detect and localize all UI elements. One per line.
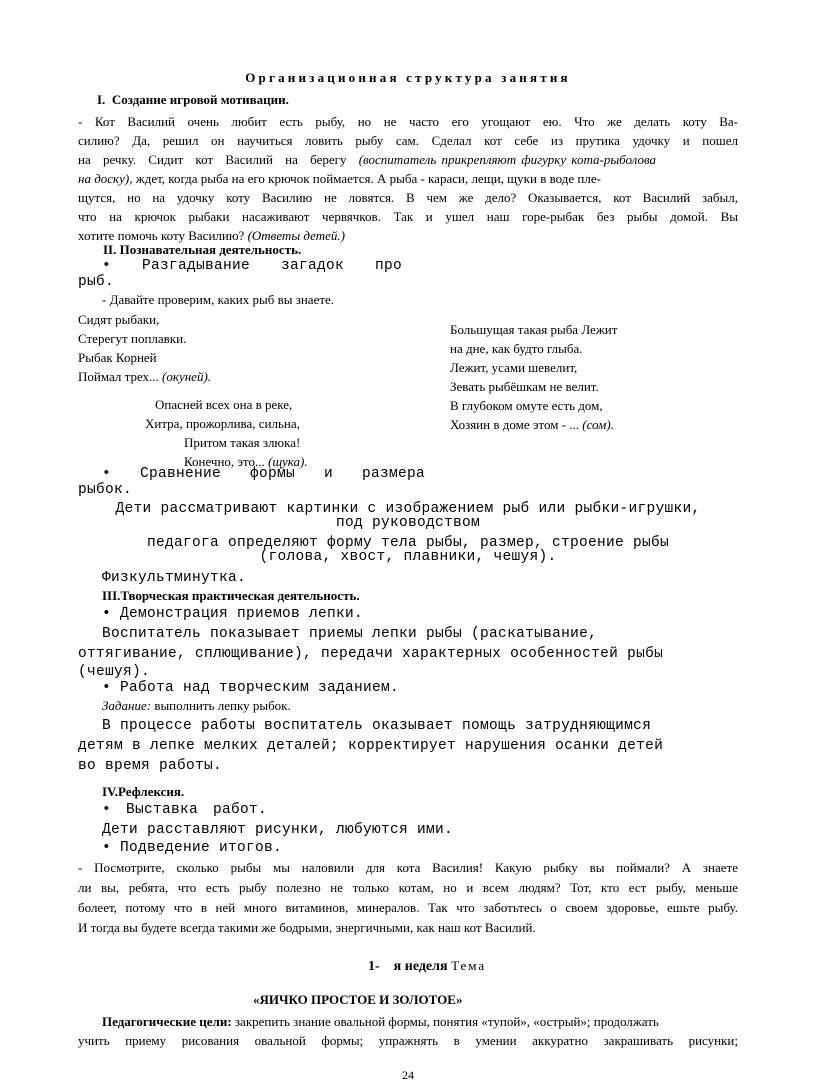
bullet-compare: • Сравнение формы и размера: [102, 466, 426, 482]
section-4-number: IV.: [102, 784, 119, 799]
riddles-intro: - Давайте проверим, каких рыб вы знаете.: [102, 292, 335, 307]
bullet-task: • Работа над творческим заданием.: [102, 680, 400, 696]
story-text: на речку. Сидит кот Василий на берегу: [78, 152, 347, 167]
bullet-riddles: • Разгадывание загадок про: [102, 258, 403, 274]
compare-text: (голова, хвост, плавники, чешуя).: [259, 549, 557, 565]
riddle-answer: (сом).: [582, 417, 614, 432]
story-line: [78, 171, 738, 187]
section-3-label: Творческая практическая деятельность.: [120, 588, 360, 603]
goals-line: [102, 1014, 659, 1030]
section-1-label: Создание игровой мотивации.: [111, 92, 289, 107]
closing-line: - Посмотрите, сколько рыбы мы наловили для кота Василия! Какую рыбку вы поймали? А знаете: [78, 860, 738, 875]
story-line: - Кот Василий очень любит есть рыбу, но не часто его угощают ею. Что же делать коту Ва-: [78, 114, 738, 129]
closing-line: ли вы, ребята, что есть рыбу полезно не только котам, но и всем людям? Тот, кто ест рыбу, меньше: [78, 880, 738, 895]
compare-text: под руководством: [335, 515, 481, 531]
bullet-riddles-cont: рыб.: [78, 274, 115, 290]
help-text: В процессе работы воспитатель оказывает помощь затрудняющимся: [102, 718, 652, 734]
task-label: Задание:: [102, 698, 152, 713]
page-number: 24: [402, 1068, 414, 1082]
compare-text: Дети рассматривают картинки с изображением рыб или рыбки-игрушки,: [115, 501, 701, 517]
riddle-line: Притом такая злюка!: [184, 435, 301, 450]
goals-text: закрепить знание овальной формы, понятия «тупой», «острый»; продолжать: [234, 1014, 659, 1029]
riddle-text: Конечно, это...: [184, 454, 265, 469]
week-label: я неделя: [393, 959, 448, 974]
story-note-cont: на доску),: [78, 171, 133, 186]
riddle-line: Сидят рыбаки,: [78, 312, 160, 327]
riddle-line: Зевать рыбёшкам не велит.: [450, 379, 599, 394]
demo-text: (чешуя).: [78, 664, 151, 680]
riddle-line: В глубоком омуте есть дом,: [450, 398, 603, 413]
section-4-title: [102, 784, 184, 800]
bullet-summary: • Подведение итогов.: [102, 840, 283, 856]
story-line: силию? Да, решил он научиться ловить рыбу сам. Сделал кот себе из прутика удочку и пошел: [78, 133, 738, 148]
goals-line: учить приему рисования овальной формы; упражнять в умении аккуратно закрашивать рисунки;: [78, 1033, 738, 1048]
closing-line: болеет, потому что в ней много витаминов, минералов. Так что заботьтесь о своем здоровье, ешьте рыбу.: [78, 900, 738, 915]
week-number: 1-: [368, 959, 380, 974]
page-heading: Организационная структура занятия: [245, 70, 571, 85]
section-2-title: [103, 242, 301, 258]
story-text: хотите помочь коту Василию?: [78, 228, 245, 243]
story-note: (воспитатель прикрепляют фигурку кота-рыболова: [358, 152, 657, 167]
story-line: что на крючок рыбаки насаживают червячков. Так и ушел наш горе-рыбак без рыбы домой. Вы: [78, 209, 738, 224]
riddle-answer: (окуней).: [162, 369, 212, 384]
section-2-label: Познавательная деятельность.: [119, 242, 302, 257]
goals-label: Педагогические цели:: [102, 1014, 232, 1029]
section-3-number: III.: [102, 588, 121, 603]
week-heading: [368, 958, 486, 975]
bullet-demo: • Демонстрация приемов лепки.: [102, 606, 364, 622]
task: [102, 698, 291, 714]
exhibit-text: Дети расставляют рисунки, любуются ими.: [102, 822, 454, 838]
compare-text: педагога определяют форму тела рыбы, размер, строение рыбы: [146, 535, 670, 551]
story-line: [78, 152, 738, 168]
section-2-number: II.: [103, 242, 117, 257]
riddle-text: Хозяин в доме этом - ...: [450, 417, 579, 432]
story-line: щутся, но на удочку коту Василию не ловятся. В чем же дело? Оказывается, кот Василий забыл,: [78, 190, 738, 205]
riddle-line: Рыбак Корней: [78, 350, 157, 365]
demo-text: Воспитатель показывает приемы лепки рыбы (раскатывание,: [102, 626, 598, 642]
week-theme: Тема: [451, 958, 487, 973]
riddle-line: [78, 369, 211, 385]
topic-title: «ЯИЧКО ПРОСТОЕ И ЗОЛОТОЕ»: [253, 992, 463, 1007]
section-4-label: Рефлексия.: [118, 784, 185, 799]
story-answer: (Ответы детей.): [247, 228, 345, 243]
help-text: детям в лепке мелких деталей; корректирует нарушения осанки детей: [78, 738, 664, 754]
section-1-title: [97, 92, 289, 108]
riddle-line: [450, 417, 614, 433]
riddle-line: Лежит, усами шевелит,: [450, 360, 578, 375]
physical-minute: Физкультминутка.: [102, 570, 247, 586]
demo-text: оттягивание, сплющивание), передачи характерных особенностей рыбы: [78, 646, 664, 662]
section-1-number: I.: [97, 92, 106, 107]
riddle-answer: (щука).: [268, 454, 308, 469]
task-text: выполнить лепку рыбок.: [154, 698, 291, 713]
riddle-line: Стерегут поплавки.: [78, 331, 187, 346]
section-3-title: [102, 588, 360, 604]
riddle-line: Хитра, прожорлива, сильна,: [145, 416, 300, 431]
bullet-exhibit: • Выставка работ.: [102, 802, 268, 818]
closing-line: И тогда вы будете всегда такими же бодрыми, энергичными, как наш кот Василий.: [78, 920, 536, 935]
story-text: ждет, когда рыба на его крючок поймается. А рыба - караси, лещи, щуки в воде пле-: [135, 171, 601, 186]
riddle-line: на дне, как будто глыба.: [450, 341, 583, 356]
riddle-line: Опасней всех она в реке,: [155, 397, 293, 412]
riddle-line: Большущая такая рыба Лежит: [450, 322, 618, 337]
riddle-text: Поймал трех...: [78, 369, 159, 384]
help-text: во время работы.: [78, 758, 223, 774]
bullet-compare-cont: рыбок.: [78, 482, 133, 498]
